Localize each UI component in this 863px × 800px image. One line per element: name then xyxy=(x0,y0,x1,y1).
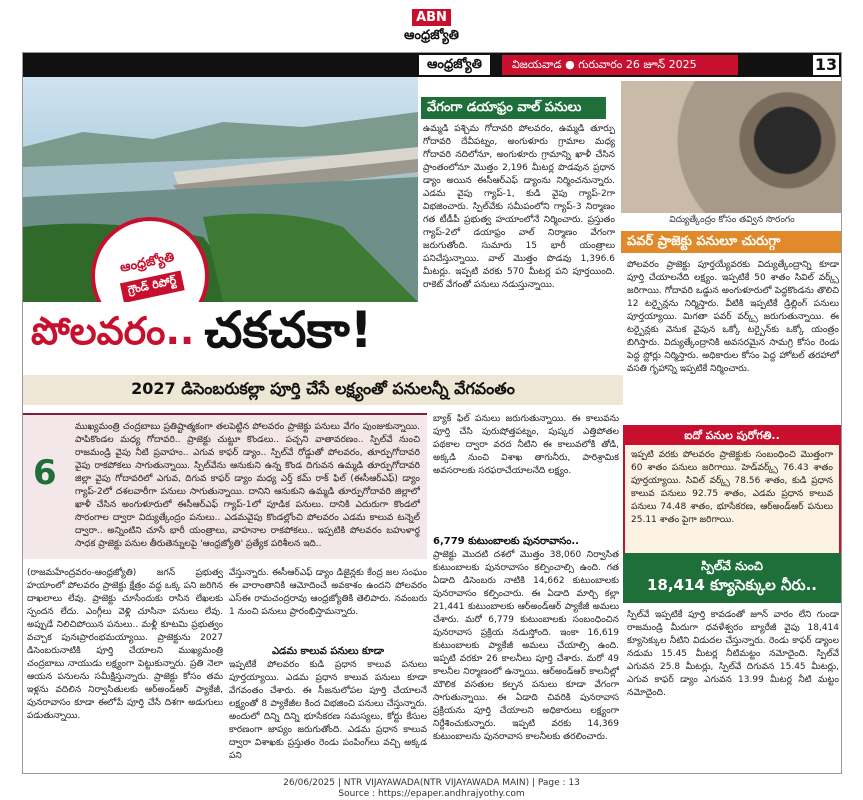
headline-black: చకచకా! xyxy=(204,300,373,359)
works-progress-heading: ఐదో పనుల పురోగతి.. xyxy=(625,427,839,445)
intro-box xyxy=(23,413,427,559)
left-canal-subhead: ఎడమ కాలువ పనులు కూడా xyxy=(271,646,385,657)
intro-text: ముఖ్యమంత్రి చంద్రబాబు ప్రతిష్టాత్మకంగా తలపెట్టిన పోలవరం ప్రాజెక్టు పనులు వేగం పుంజుకున్నాయి. పాపికొండల మధ్య గోదావరి.. ప్రాజెక్టు చుట్టూ కొండలు.. పచ్చని వాతావరణం.. స్పిల్‌వే నుంచి రాజమండ్రి వైపు నీటి ప్రవాహం.. ఎగువ కాఫర్ డ్యాం.. స్పిల్‌వే రోడ్డుతో పోలవరం, తూర్పుగోదావరి వైపు రాకపోకలు సాగుతున్నాయి. స్పిల్‌వేను ఆనుకుని ఉన్న కొండ దిగువన ఉమ్మడి తూర్పుగోదావరి జిల్లా వైపు గోదావరిలో ఎగువ, దిగువ కాఫర్ డ్యాం మధ్య ఎర్త్ కమ్ రాక్ ఫిల్ (ఈసీఆర్ఎఫ్) డ్యాం గ్యాప్-2లో దశలవారీగా పనులు సాగుతున్నాయి. దానిని ఆనుకుని ఉమ్మడి తూర్పుగోదావరి జిల్లాలో ఖాళీ చేసిన అంగుళూరులో ఈసీఆర్ఎఫ్ గ్యాప్-1లో పూడిక పనులు. దానికి ఎదురుగా కొండలో సొరంగాల ద్వారా విద్యుత్కేంద్రం పనులు.. ఎడమవైపు కొండల్లోంచి పోలవరం ఎడమ కాలువ టన్నెల్ ద్వారా.. అన్నింటిని చూసే భారీ యంత్రాలు, వాహనాల రాకపోకలు.. ఇప్పటికి పోలవరం బహుళార్థ సాధక ప్రాజెక్టు పనుల తీరుతెన్నులపై 'ఆంధ్రజ్యోతి' ప్రత్యేక పరిశీలన ఇది.. xyxy=(75,422,420,549)
intro-number: 6 xyxy=(33,453,57,493)
spillway-line1: స్పిల్‌వే నుంచి xyxy=(701,559,763,573)
stamp-line2: గ్రౌండ్ రిపోర్ట్ xyxy=(120,271,184,302)
story-body-col1: (రాజమహేంద్రవరం-ఆంధ్రజ్యోతి) జగన్ ప్రభుత్వ హయాంలో పోలవరం ప్రాజెక్టు క్షేత్రం వద్ద ఒక్క పని జరిగిన దాఖలాలు లేవు. ప్రాజెక్టు చూసేందుకు రాసిన లేఖలకు స్పందన లేదు. ఎంగ్గీలు వెళ్లి చూసినా పనులు లేవు. అప్పుడే నిలిచిపోయిన పనులు.. మళ్లీ కూటమి ప్రభుత్వం వచ్చాక పునఃప్రారంభమయ్యాయి. ప్రాజెక్టును 2027 డిసెంబరునాటికి పూర్తి చేయాలని ముఖ్యమంత్రి చంద్రబాబు నాయుడు లక్ష్యంగా పెట్టుకున్నారు. ప్రతి నెలా ఆయన పనులను సమీక్షిస్తున్నారు. ప్రాజెక్టు కోసం తమ ఇళ్లను వదిలిన నిర్వాసితులకు ఆర్అండ్ఆర్ ప్యాకేజీ, పునరావాసం కూడా ఈలోపే పూర్తి చేసే దిశగా అడుగులు పడుతున్నాయి. xyxy=(27,568,223,721)
diaphragm-wall-subhead: వేగంగా డయాఫ్రం వాల్ పనులు xyxy=(421,97,606,119)
sub-headline: 2027 డిసెంబరుకల్లా పూర్తి చేసే లక్ష్యంతో పనులన్నీ వేగవంతం xyxy=(23,375,623,405)
footer-edition: 26/06/2025 | NTR VIJAYAWADA(NTR VIJAYAWADA MAIN) | Page : 13 xyxy=(283,778,580,788)
footer-source[interactable]: Source : https://epaper.andhrajyothy.com xyxy=(338,789,525,799)
logo-text: ABN xyxy=(412,9,451,26)
abn-logo xyxy=(412,9,451,26)
power-project-text: పోలవరం ప్రాజెక్టు పూర్తయ్యేవరకు విద్యుత్కేంద్రాన్ని కూడా పూర్తి చేయాలనేది లక్ష్యం. ఇప్పటికే 50 శాతం సివిల్ వర్క్స్ జరిగాయి. గోదావరి ఒడ్డున అంగుళూరులో పెద్దకొండను తొలిచి 12 టర్బైన్లను నిర్మిస్తారు. వీటికి ఇప్పటికే డ్రిల్లింగ్ పనులు పూర్తయ్యాయి. మిగతా పవర్ వర్క్స్ జరుగుతున్నాయి. ఈ టర్బైన్లకు వెనుక వైపున ఒక్కో టర్బైన్‌కు ఒక్కో యంత్రం బిగిస్తారు. విద్యుత్కేంద్రానికి అవసరమైన సామగ్రి కోసం రెండు పెద్ద స్టోర్లు నిర్మిస్తారు. అధికారుల కోసం పెద్ద హోటల్ తరహాలో వసతి గృహాన్ని ఇప్పటికే నిర్మించారు. xyxy=(627,260,839,374)
diaphragm-wall-text: ఉమ్మడి పశ్చిమ గోదావరి పోలవరం, ఉమ్మడి తూర్పు గోదావరి దేవీపట్నం, అంగుళూరు గ్రామాల మధ్య గోదావరి నదిలోనూ, అంగుళూరు గ్రామాన్ని ఖాళీ చేసిన ప్రాంతంలోనూ మొత్తం 2,196 మీటర్ల పొడవున ప్రధాన డ్యాం అయిన ఈసీఆర్ఎఫ్ డ్యాంను నిర్మించనున్నారు. ఎడమ వైపు గ్యాప్-1, కుడి వైపు గ్యాప్-2గా విభజించారు. స్పిల్‌వేకు సమీపంలోని గ్యాప్-3 నిర్మాణం గత టీడీపీ ప్రభుత్వ హయాంలోనే నిర్మించారు. ప్రస్తుతం గ్యాప్-2లో డయాఫ్రం వాల్ నిర్మాణం వేగంగా జరుగుతోంది. సుమారు 15 భారీ యంత్రాలు పనిచేస్తున్నాయి. వాల్ మొత్తం పొడవు 1,396.6 మీటర్లు. ఇప్పటి వరకు 570 మీటర్ల పని పూర్తయింది. రాకెట్ వేగంతో పనులు నడుస్తున్నాయి. xyxy=(423,124,615,290)
works-progress-text: ఇప్పటి వరకు పోలవరం ప్రాజెక్టుకు సంబంధించి మొత్తంగా 60 శాతం పనులు జరిగాయి. హెడ్‌వర్క్స్ 76.43 శాతం పూర్తయ్యాయి. సివిల్ వర్క్స్ 78.56 శాతం, కుడి ప్రధాన కాలువ పనులు 92.75 శాతం, ఎడమ ప్రధాన కాలువ పనులు 74.48 శాతం, భూసేకరణ, ఆర్అండ్ఆర్ పనులు 25.11 శాతం పైగా జరిగాయి. xyxy=(631,450,833,525)
masthead xyxy=(0,0,863,50)
spillway-text: స్పిల్‌వే ఇప్పటికే పూర్తి కావడంతో జూన్ వారం లేని గుండా రాజమండ్రి మీదుగా ధవళేశ్వరం బ్యారేజీ వైపు 18,414 క్యూసెక్కుల నీటిని విడుదల చేస్తున్నారు. రెండు కాఫర్ డ్యాంల నడుమ 15.45 మీటర్ల నీటిమట్టం నమోదైంది. స్పిల్‌వే ఎగువన 25.8 మీటర్లు, స్పిల్‌వే దిగువన 15.45 మీటర్లు, ఎగువ కాఫర్ డ్యాం ఎగువన 13.99 మీటర్ల నీటి మట్టం నమోదైంది. xyxy=(627,610,839,698)
page-header-bar xyxy=(23,53,842,77)
logo-subtitle: ఆంధ్రజ్యోతి xyxy=(404,27,459,43)
tunnel-photo xyxy=(621,81,842,213)
page-footer xyxy=(0,778,863,800)
paper-brand: ఆంధ్రజ్యోతి xyxy=(419,55,490,75)
dam-photo xyxy=(23,77,418,302)
power-project-heading: పవర్ ప్రాజెక్టు పనులూ చురుగ్గా xyxy=(621,231,842,253)
newspaper-page xyxy=(22,52,842,774)
canal-text: బ్యాక్ ఫిల్ పనులు జరుగుతున్నాయి. ఈ కాలువను పూర్తి చేసి పురుషోత్తపట్నం, పుష్కర ఎత్తిపోతల పథకాల ద్వారా వరద నీటిని ఈ కాలువలోకి తోడి, అక్కడి నుంచి విశాఖ తాగునీరు, పారిశ్రామిక అవసరాలకు సరఫరాచేయాలనేది లక్ష్యం. xyxy=(433,414,619,476)
left-canal-text: ఇప్పటికే పోలవరం కుడి ప్రధాన కాలువ పనులు పూర్తయ్యాయి. ఎడమ ప్రధాన కాలువ పనులు కూడా వేగవంతం చేశారు. ఈ సీజనులోపల పూర్తి చేయాలనే లక్ష్యంతో 8 ప్యాకేజీల కింద విభజించి పనులు చేస్తున్నారు. అందులో దిన్ని దిన్ని భూసేకరణ సమస్యలు, కోర్టు కేసుల కారణంగా జాప్యం జరుగుతోంది. ఎడమ ప్రధాన కాలువ ద్వారా విశాఖకు ప్రస్తుతం రెండు పంపింగ్‌లు వచ్చి అక్కడ పని xyxy=(229,660,427,761)
rehabilitation-text: ప్రాజెక్టు మొదటి దశలో మొత్తం 38,060 నిర్వాసిత కుటుంబాలకు పునరావాసం కల్పించాల్సి ఉంది. గత ఏడాది డిసెంబరు నాటికి 14,662 కుటుంబాలకు పునరావాసం కల్పించారు. ఈ ఏడాది మార్చి కల్లా 21,441 కుటుంబాలకు ఆర్అండ్ఆర్ ప్యాకేజీ అమలు చేశారు. మరో 6,779 కుటుంబాలకు సంబంధించిన పునరావాస ప్రక్రియ నడుస్తోంది. ఇంకా 16,619 కుటుంబాలకు ప్యాకేజీ అమలు చేయాల్సి ఉంది. ఇప్పటి వరకూ 26 కాలనీలు పూర్తి చేశారు. మరో 49 కాలనీల నిర్మాణంలో ఉన్నాయి. ఆర్అండ్ఆర్ కాలనీల్లో మౌలిక వసతుల కల్పన పనులు కూడా వేగంగా సాగుతున్నాయి. ఈ ఏడాది చివరికి పునరావాస ప్రక్రియను పూర్తి చేయాలని అధికారులు లక్ష్యంగా నిర్దేశించుకున్నారు. ఇప్పటి వరకు 14,369 కుటుంబాలను పునరావాస కాలనీలకు తరలించారు. xyxy=(433,550,619,742)
spillway-box xyxy=(623,553,841,603)
page-date: విజయవాడ ● గురువారం 26 జూన్ 2025 xyxy=(502,55,738,75)
story-body-col2: వేస్తున్నారు. ఈసీఆర్ఎఫ్ డ్యాం డిజైన్లకు కేంద్ర జల సంఘం ఈ వారాంతానికి ఆమోదించే అవకాశం ఉందని పోలవరం ఎస్ఈ రామచంద్రరావు ఆంధ్రజ్యోతికి తెలిపారు. నవంబరు 1 నుంచి పనులు ప్రారంభిస్తామన్నారు. xyxy=(229,568,427,617)
headline-red: పోలవరం.. xyxy=(31,309,195,353)
rehabilitation-subhead: 6,779 కుటుంబాలకు పునరావాసం.. xyxy=(433,536,579,547)
spillway-line2: 18,414 క్యూసెక్కుల నీరు.. xyxy=(646,576,818,594)
page-number: 13 xyxy=(814,55,838,74)
tunnel-photo-caption: విద్యుత్కేంద్రం కోసం తవ్విన సొరంగం xyxy=(669,215,795,225)
main-headline xyxy=(23,300,623,367)
stamp-line1: ఆంధ్రజ్యోతి xyxy=(118,249,176,276)
